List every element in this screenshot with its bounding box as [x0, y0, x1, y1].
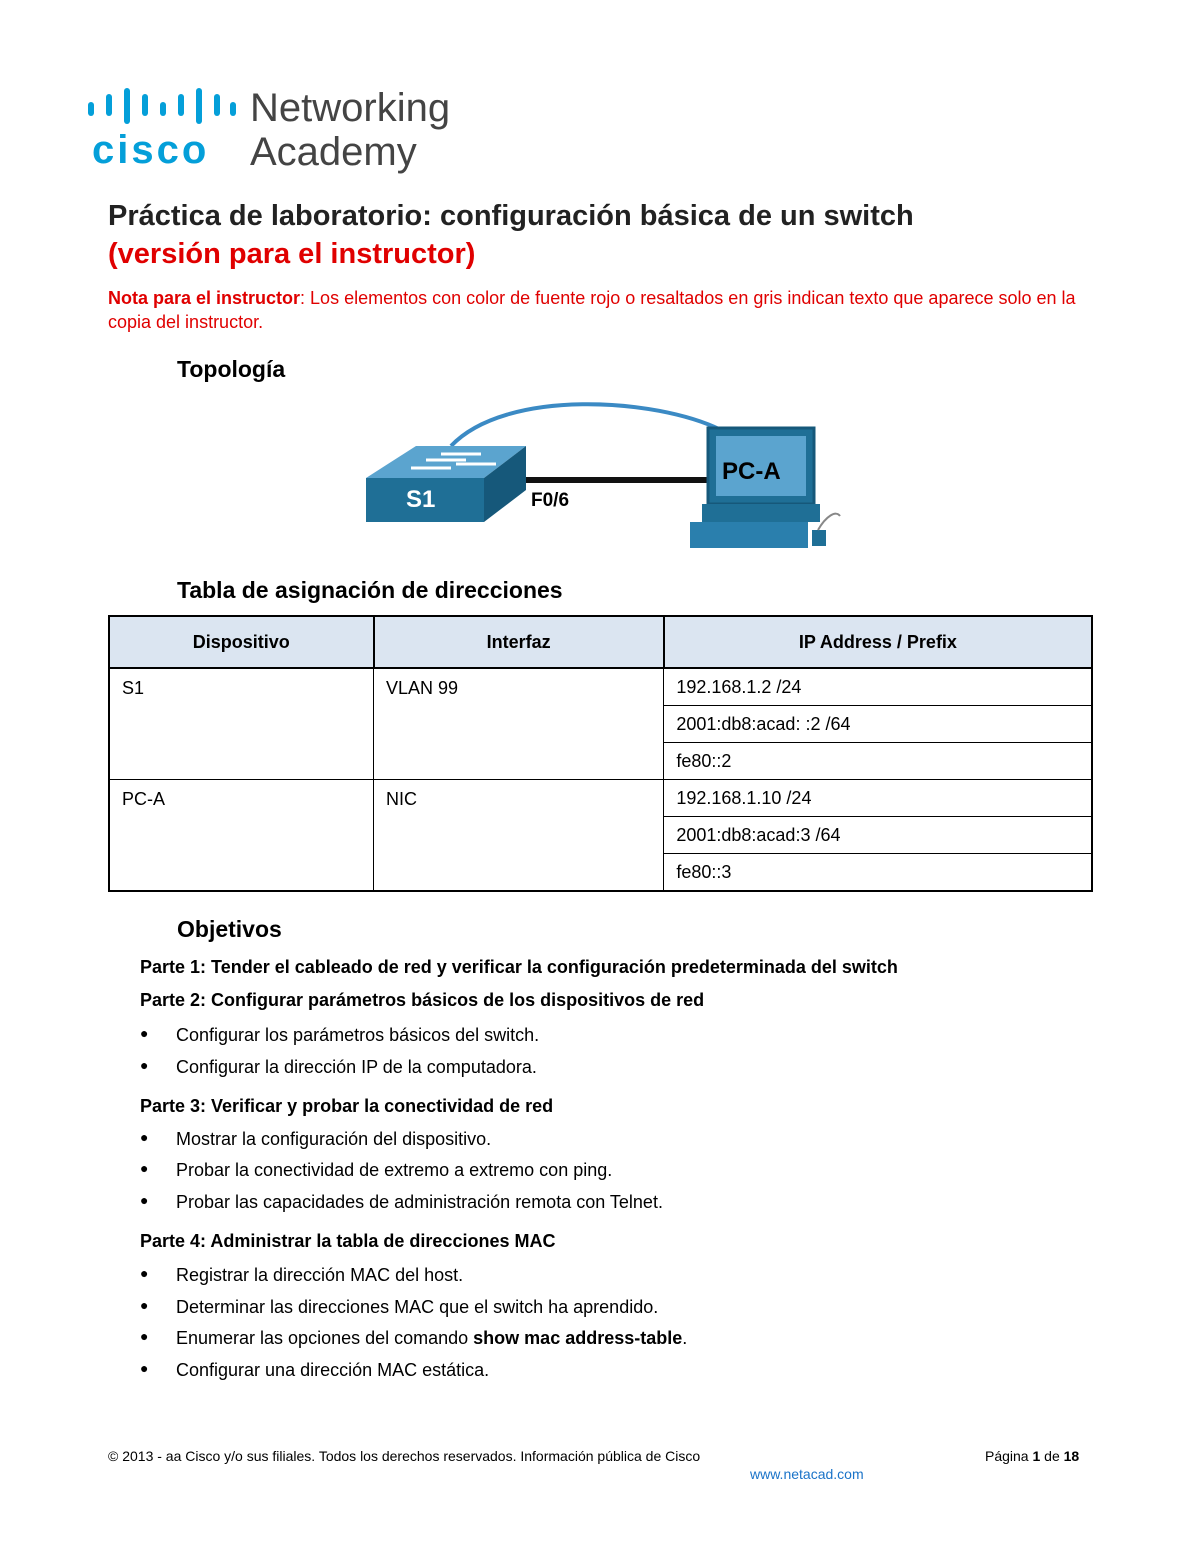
page-title: Práctica de laboratorio: configuración básica de un switch — [108, 200, 914, 232]
ip-cell: 192.168.1.10 /24 — [664, 780, 1092, 817]
topology-heading: Topología — [177, 356, 286, 382]
topology-diagram — [356, 398, 846, 558]
note-label: Nota para el instructor — [108, 288, 301, 308]
addressing-heading: Tabla de asignación de direcciones — [177, 577, 563, 603]
bullet-icon: ● — [140, 1057, 149, 1073]
ip-cell: 192.168.1.2 /24 — [664, 668, 1092, 706]
note-text: : Los elementos con color de fuente rojo o resaltados en gris indican texto que aparece solo en la copia del instructor. — [108, 288, 1076, 332]
port-label: F0/6 — [531, 490, 570, 511]
ip-cell: fe80::2 — [664, 743, 1092, 780]
part-4-heading: Parte 4: Administrar la tabla de direcciones MAC — [140, 1231, 556, 1251]
table-row — [109, 780, 1092, 817]
pc-label: PC-A — [722, 458, 781, 485]
device-cell: S1 — [109, 668, 374, 780]
objectives-heading: Objetivos — [177, 916, 282, 942]
bullet-icon: ● — [140, 1328, 149, 1344]
part-3-heading: Parte 3: Verificar y probar la conectividad de red — [140, 1096, 554, 1116]
bullet-icon: ● — [140, 1192, 149, 1208]
part-2-heading: Parte 2: Configurar parámetros básicos de los dispositivos de red — [140, 990, 705, 1010]
footer-copyright: © 2013 - aa Cisco y/o sus filiales. Todos los derechos reservados. Información pública de Cisco — [108, 1448, 701, 1464]
part-1-heading: Parte 1: Tender el cableado de red y verificar la configuración predeterminada del switch — [140, 957, 898, 977]
switch-icon — [366, 446, 526, 522]
ip-cell: 2001:db8:acad: :2 /64 — [664, 706, 1092, 743]
addressing-table — [108, 615, 1093, 892]
pc-icon — [690, 428, 840, 548]
bullet-icon: ● — [140, 1025, 149, 1041]
bullet-icon: ● — [140, 1360, 149, 1376]
logo-networking: Networking — [250, 86, 451, 130]
cisco-wordmark: cisco — [92, 128, 210, 172]
ip-cell: 2001:db8:acad:3 /64 — [664, 817, 1092, 854]
command-text: show mac address-table — [473, 1328, 683, 1348]
table-row — [109, 668, 1092, 706]
switch-label: S1 — [406, 486, 436, 513]
interface-cell: NIC — [374, 780, 664, 892]
bullet-icon: ● — [140, 1160, 149, 1176]
page-subtitle: (versión para el instructor) — [108, 238, 476, 270]
cisco-bars-icon — [86, 88, 236, 133]
footer-page-number: Página 1 de 18 — [985, 1448, 1080, 1464]
table-header-row — [109, 616, 1092, 668]
ip-cell: fe80::3 — [664, 854, 1092, 892]
bullet-icon: ● — [140, 1129, 149, 1145]
logo-academy: Academy — [250, 130, 417, 174]
col-header: Dispositivo — [109, 616, 374, 668]
bullet-icon: ● — [140, 1265, 149, 1281]
col-header: IP Address / Prefix — [664, 616, 1092, 668]
bullet-icon: ● — [140, 1297, 149, 1313]
col-header: Interfaz — [374, 616, 664, 668]
instructor-note — [108, 286, 1098, 334]
interface-cell: VLAN 99 — [374, 668, 664, 780]
device-cell: PC-A — [109, 780, 374, 892]
footer-url-link[interactable]: www.netacad.com — [750, 1466, 864, 1482]
